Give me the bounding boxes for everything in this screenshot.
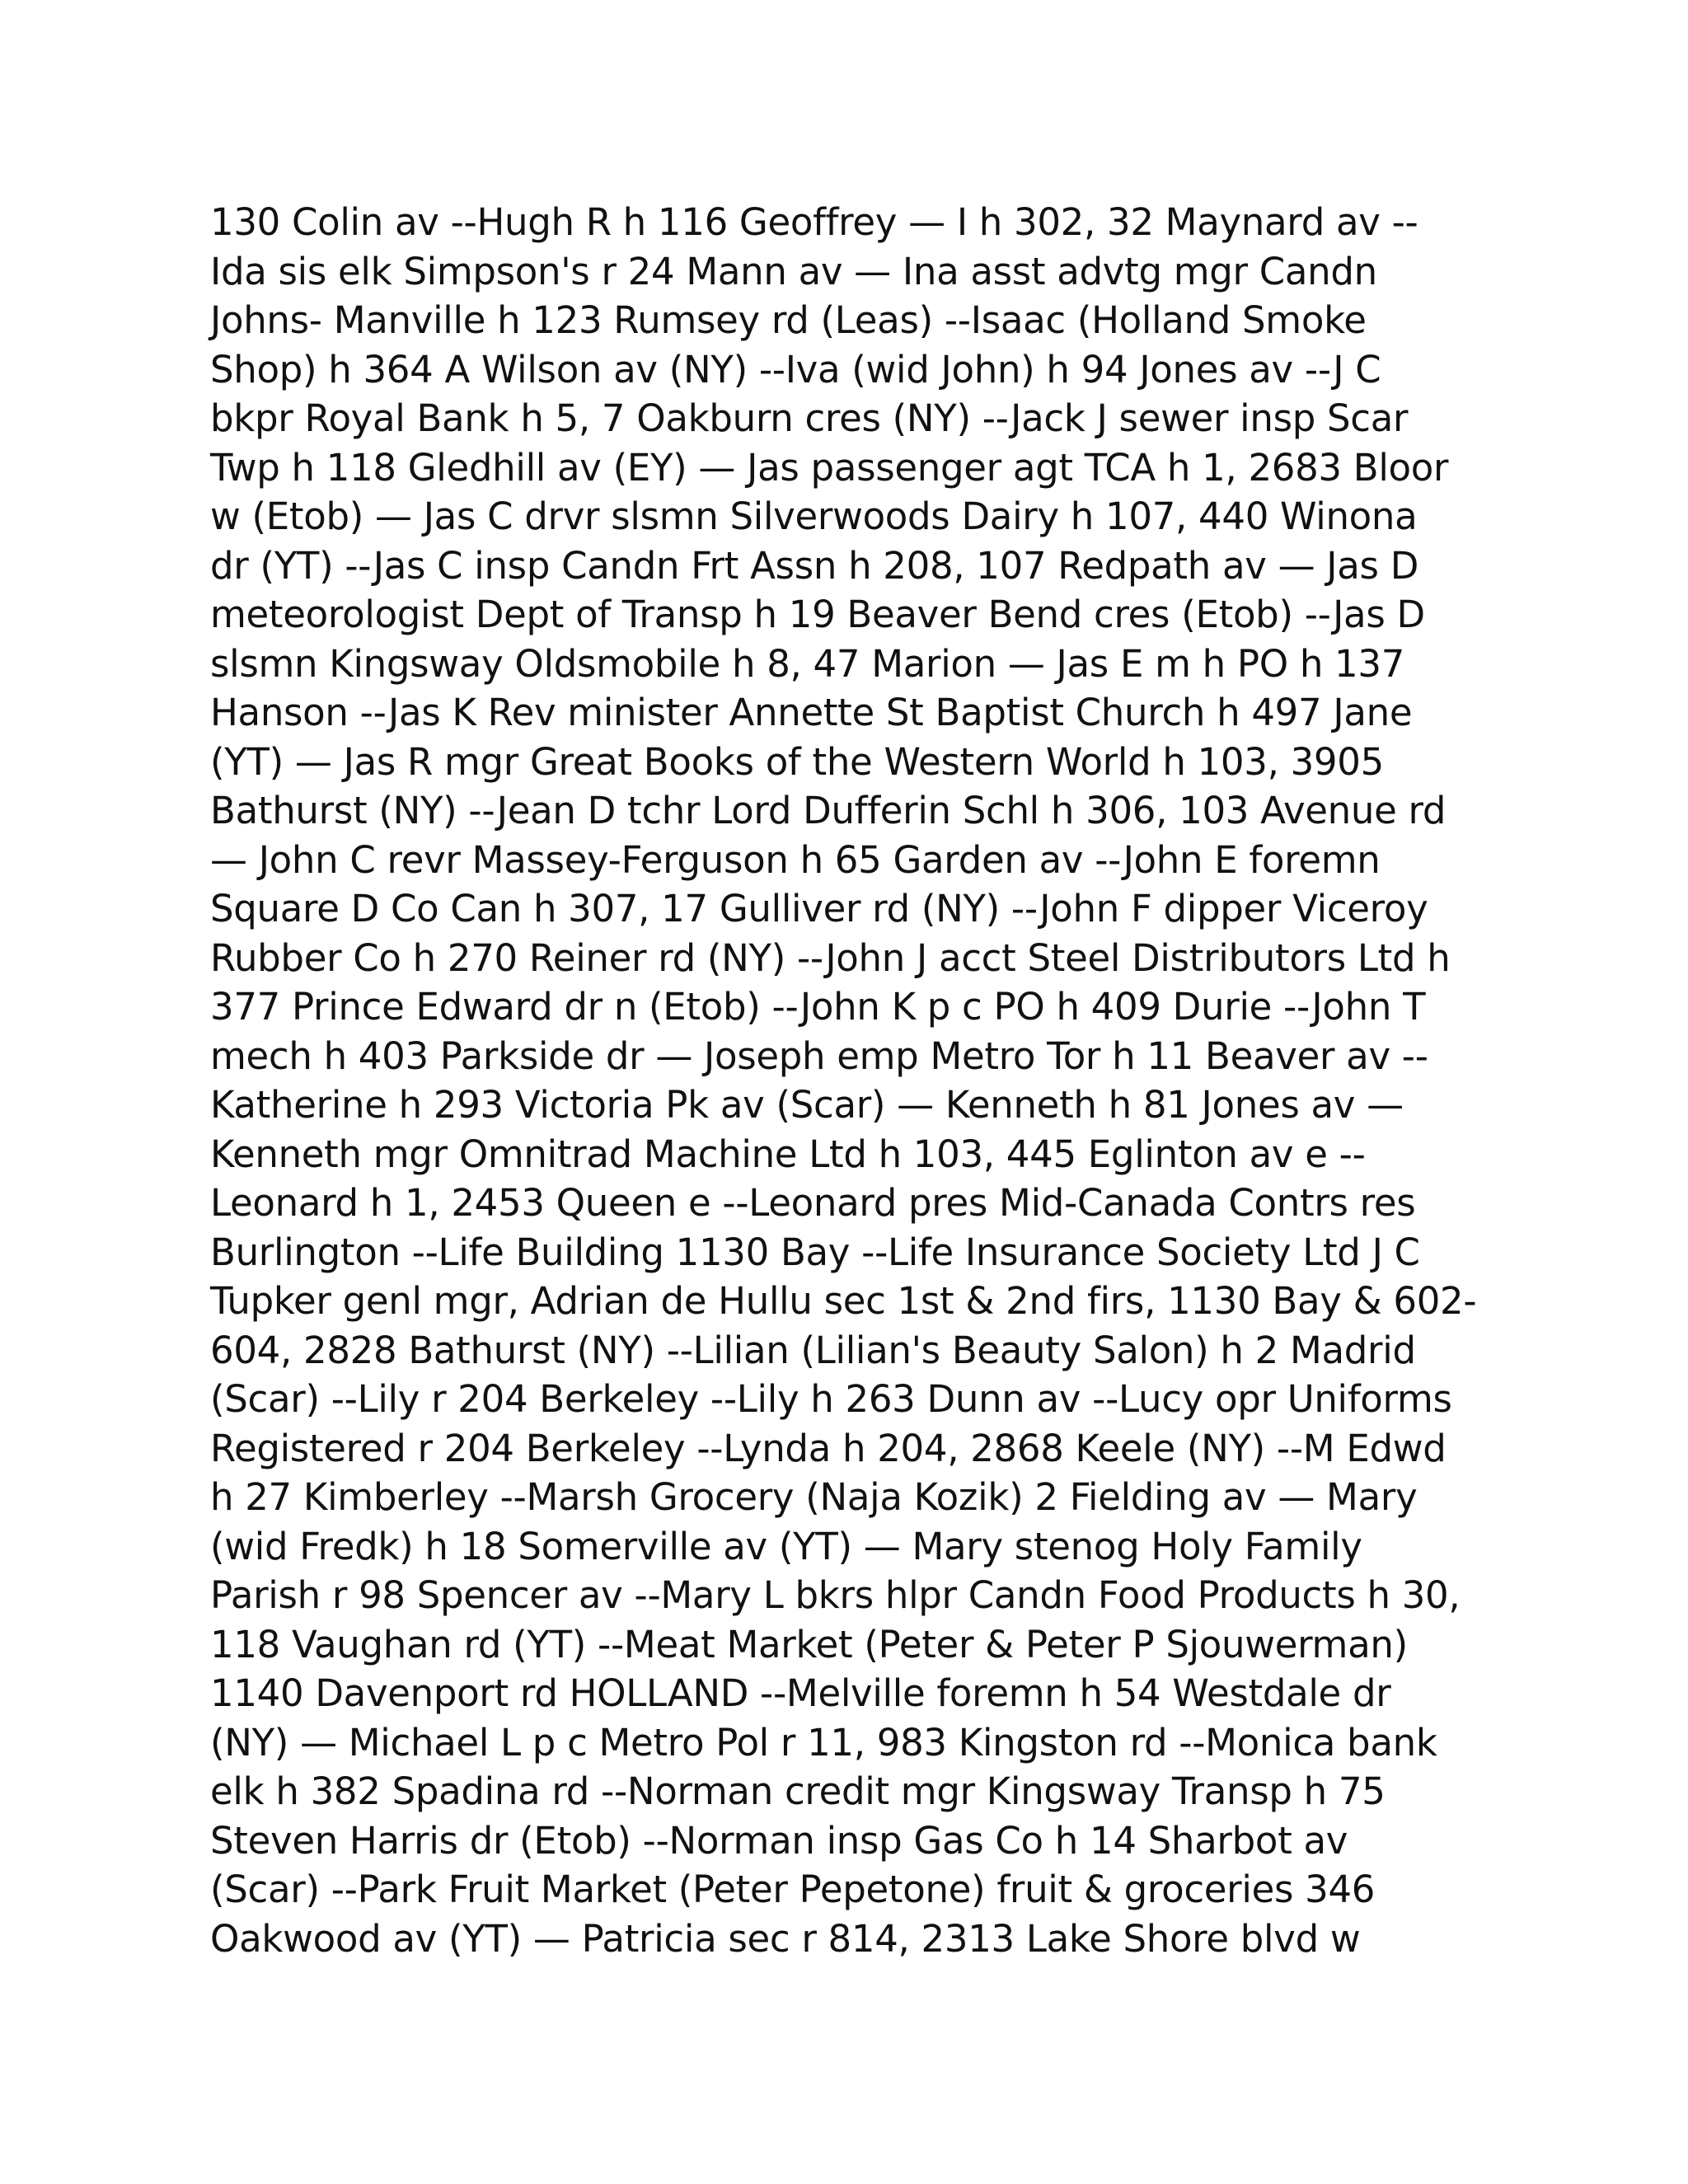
- text-line: 130 Colin av --Hugh R h 116 Geoffrey — I h 302, 32 Maynard av --: [210, 200, 1418, 244]
- text-line: Ida sis elk Simpson's r 24 Mann av — Ina asst advtg mgr Candn: [210, 249, 1377, 293]
- text-line: Burlington --Life Building 1130 Bay --Life Insurance Society Ltd J C: [210, 1230, 1420, 1274]
- text-line: Square D Co Can h 307, 17 Gulliver rd (NY) --John F dipper Viceroy: [210, 887, 1428, 930]
- text-line: Oakwood av (YT) — Patricia sec r 814, 2313 Lake Shore blvd w: [210, 1916, 1361, 1961]
- text-line: dr (YT) --Jas C insp Candn Frt Assn h 208, 107 Redpath av — Jas D: [210, 543, 1419, 588]
- text-line: Rubber Co h 270 Reiner rd (NY) --John J acct Steel Distributors Ltd h: [210, 935, 1451, 980]
- text-line: w (Etob) — Jas C drvr slsmn Silverwoods Dairy h 107, 440 Winona: [210, 494, 1418, 538]
- text-line: (NY) — Michael L p c Metro Pol r 11, 983 Kingston rd --Monica bank: [210, 1720, 1437, 1765]
- text-line: mech h 403 Parkside dr — Joseph emp Metro Tor h 11 Beaver av --: [210, 1033, 1428, 1078]
- text-line: Parish r 98 Spencer av --Mary L bkrs hlpr Candn Food Products h 30,: [210, 1573, 1461, 1617]
- text-line: Steven Harris dr (Etob) --Norman insp Gas Co h 14 Sharbot av: [210, 1818, 1348, 1863]
- text-line: 118 Vaughan rd (YT) --Meat Market (Peter & Peter P Sjouwerman): [210, 1622, 1408, 1666]
- text-line: (YT) — Jas R mgr Great Books of the Western World h 103, 3905: [210, 739, 1384, 784]
- text-line: Johns- Manville h 123 Rumsey rd (Leas) --Isaac (Holland Smoke: [210, 298, 1367, 342]
- text-line: slsmn Kingsway Oldsmobile h 8, 47 Marion — Jas E m h PO h 137: [210, 641, 1405, 686]
- text-line: (Scar) --Lily r 204 Berkeley --Lily h 263 Dunn av --Lucy opr Uniforms: [210, 1377, 1452, 1421]
- directory-text-block: [210, 198, 1496, 1963]
- text-line: h 27 Kimberley --Marsh Grocery (Naja Kozik) 2 Fielding av — Mary: [210, 1475, 1418, 1519]
- text-line: Shop) h 364 A Wilson av (NY) --Iva (wid John) h 94 Jones av --J C: [210, 347, 1381, 391]
- text-line: Registered r 204 Berkeley --Lynda h 204, 2868 Keele (NY) --M Edwd: [210, 1426, 1447, 1470]
- text-line: Leonard h 1, 2453 Queen e --Leonard pres Mid-Canada Contrs res: [210, 1181, 1416, 1225]
- text-line: bkpr Royal Bank h 5, 7 Oakburn cres (NY) --Jack J sewer insp Scar: [210, 396, 1409, 440]
- text-line: — John C revr Massey-Ferguson h 65 Garden av --John E foremn: [210, 837, 1381, 882]
- text-line: Katherine h 293 Victoria Pk av (Scar) — Kenneth h 81 Jones av —: [210, 1083, 1404, 1127]
- text-line: meteorologist Dept of Transp h 19 Beaver Bend cres (Etob) --Jas D: [210, 593, 1425, 636]
- text-line: (Scar) --Park Fruit Market (Peter Pepetone) fruit & groceries 346: [210, 1868, 1376, 1911]
- text-line: 377 Prince Edward dr n (Etob) --John K p c PO h 409 Durie --John T: [210, 985, 1426, 1029]
- text-line: 1140 Davenport rd HOLLAND --Melville foremn h 54 Westdale dr: [210, 1671, 1391, 1715]
- text-line: Kenneth mgr Omnitrad Machine Ltd h 103, 445 Eglinton av e --: [210, 1132, 1366, 1176]
- text-line: Hanson --Jas K Rev minister Annette St Baptist Church h 497 Jane: [210, 691, 1413, 734]
- text-line: elk h 382 Spadina rd --Norman credit mgr Kingsway Transp h 75: [210, 1769, 1386, 1813]
- text-line: Twp h 118 Gledhill av (EY) — Jas passenger agt TCA h 1, 2683 Bloor: [210, 445, 1449, 490]
- text-line: Bathurst (NY) --Jean D tchr Lord Dufferin Schl h 306, 103 Avenue rd: [210, 789, 1447, 832]
- text-line: (wid Fredk) h 18 Somerville av (YT) — Mary stenog Holy Family: [210, 1524, 1362, 1568]
- text-line: Tupker genl mgr, Adrian de Hullu sec 1st & 2nd firs, 1130 Bay & 602-: [210, 1279, 1477, 1323]
- text-line: 604, 2828 Bathurst (NY) --Lilian (Lilian's Beauty Salon) h 2 Madrid: [210, 1328, 1416, 1372]
